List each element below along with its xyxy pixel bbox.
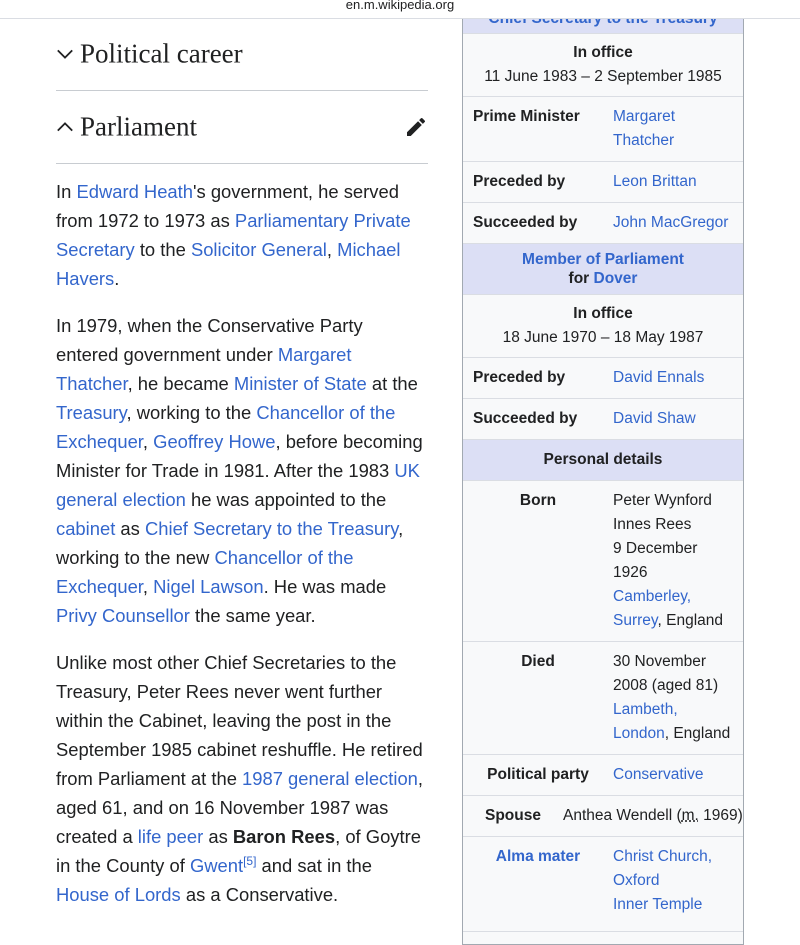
link-david-ennals[interactable]: David Ennals xyxy=(613,369,705,386)
text: 's government, he served from 1972 to 1973 as xyxy=(56,181,399,231)
label: Succeeded by xyxy=(473,214,578,231)
row-party xyxy=(463,754,743,795)
link-camberley[interactable]: Camberley, Surrey xyxy=(613,588,692,629)
text: Unlike most other Chief Secretaries to the Treasury, Peter Rees never went further within the Cabinet, leaving the post in the September 1985 cabinet reshuffle. He retired from Parliament at the xyxy=(56,652,423,789)
text: and sat in the xyxy=(256,855,372,876)
text: In 1979, when the Conservative Party entered government under xyxy=(56,315,363,365)
text: , xyxy=(326,239,338,260)
section-title: Political career xyxy=(80,38,243,69)
section-parliament[interactable] xyxy=(56,91,428,164)
text: . xyxy=(114,268,120,289)
row-cs-preceded xyxy=(463,161,743,202)
born-date: 9 December 1926 xyxy=(613,540,698,581)
value: 18 June 1970 – 18 May 1987 xyxy=(502,329,704,346)
link-cabinet[interactable]: cabinet xyxy=(56,518,116,539)
label: Preceded by xyxy=(473,173,566,190)
text: he was appointed to the xyxy=(185,489,387,510)
link-margaret-thatcher[interactable]: Margaret Thatcher xyxy=(56,344,352,394)
url-text: en.m.wikipedia.org xyxy=(345,0,455,12)
link-edward-heath[interactable]: Edward Heath xyxy=(76,181,193,202)
link-treasury[interactable]: Treasury xyxy=(56,402,127,423)
browser-url-bar[interactable] xyxy=(0,0,800,19)
text: as xyxy=(115,518,145,539)
paragraph-2 xyxy=(56,311,428,630)
text: as a Conservative. xyxy=(180,884,339,905)
link-leon-brittan[interactable]: Leon Brittan xyxy=(613,173,697,190)
label: In office xyxy=(573,305,633,322)
label: Born xyxy=(519,492,557,509)
married-abbr: m. xyxy=(681,807,699,824)
text: , before becoming Minister for Trade in 1981. After the 1983 xyxy=(56,431,423,481)
row-died xyxy=(463,641,743,754)
bold-title: Baron Rees xyxy=(232,826,336,847)
born-name: Peter Wynford Innes Rees xyxy=(613,492,712,533)
text: , working to the new xyxy=(56,518,404,568)
link-chancellor-2[interactable]: Chancellor of the Exchequer xyxy=(56,547,354,597)
value: 11 June 1983 – 2 September 1985 xyxy=(484,68,722,85)
row-prime-minister xyxy=(463,96,743,161)
row-alma-mater xyxy=(463,836,743,931)
link-lambeth[interactable]: Lambeth, London xyxy=(613,701,678,742)
link-privy-counsellor[interactable]: Privy Counsellor xyxy=(56,605,190,626)
link-conservative[interactable]: Conservative xyxy=(613,766,704,783)
row-cs-succeeded xyxy=(463,202,743,243)
link-gwent[interactable]: Gwent xyxy=(189,855,244,876)
reference-link[interactable]: [5] xyxy=(243,853,257,868)
link-michael-havers[interactable]: Michael Havers xyxy=(56,239,401,289)
link-1987-election[interactable]: 1987 general election xyxy=(242,768,418,789)
link-geoffrey-howe[interactable]: Geoffrey Howe xyxy=(153,431,276,452)
section-political-career[interactable] xyxy=(56,18,428,91)
link-dover[interactable]: Dover xyxy=(593,270,638,287)
text: , of Goytre in the County of xyxy=(56,826,421,876)
for-text: for xyxy=(568,270,590,287)
label: In office xyxy=(573,44,633,61)
link-pps[interactable]: Parliamentary Private Secretary xyxy=(56,210,411,260)
spouse-year: 1969) xyxy=(698,807,743,824)
label: Died xyxy=(521,653,555,670)
text: , xyxy=(142,431,154,452)
link-life-peer[interactable]: life peer xyxy=(137,826,204,847)
text: , working to the xyxy=(126,402,257,423)
link-minister-of-state[interactable]: Minister of State xyxy=(233,373,367,394)
link-thatcher[interactable]: Margaret Thatcher xyxy=(613,108,676,149)
text: , xyxy=(142,576,154,597)
text: the same year. xyxy=(189,605,316,626)
link-uk-general-election[interactable]: UK general election xyxy=(56,460,420,510)
text: . He was made xyxy=(263,576,387,597)
paragraph-3 xyxy=(56,648,428,909)
infobox xyxy=(462,0,744,945)
text: In xyxy=(56,181,77,202)
label: Succeeded by xyxy=(473,410,578,427)
text: , he became xyxy=(127,373,234,394)
pencil-edit-icon[interactable] xyxy=(404,115,428,139)
text: to the xyxy=(134,239,191,260)
link-nigel-lawson[interactable]: Nigel Lawson xyxy=(153,576,264,597)
text: , England xyxy=(664,725,731,742)
link-chief-secretary[interactable]: Chief Secretary to the Treasury xyxy=(144,518,399,539)
chevron-up-icon xyxy=(56,118,74,136)
paragraph-1 xyxy=(56,177,428,293)
label-link-alma-mater[interactable]: Alma mater xyxy=(495,848,581,865)
text: at the xyxy=(366,373,418,394)
spouse-name: Anthea Wendell ( xyxy=(563,807,682,824)
link-christ-church[interactable]: Christ Church, Oxford xyxy=(613,848,713,889)
label: Spouse xyxy=(485,807,541,824)
row-spouse xyxy=(463,795,743,836)
label: Prime Minister xyxy=(473,108,580,125)
chevron-down-icon xyxy=(56,45,74,63)
row-born xyxy=(463,480,743,641)
link-john-macgregor[interactable]: John MacGregor xyxy=(613,214,729,231)
link-mp[interactable]: Member of Parliament xyxy=(522,251,684,268)
infobox-header-mp xyxy=(463,243,743,294)
article-body xyxy=(56,18,428,909)
text: as xyxy=(203,826,233,847)
link-inner-temple[interactable]: Inner Temple xyxy=(613,896,703,913)
link-solicitor-general[interactable]: Solicitor General xyxy=(190,239,327,260)
text: , England xyxy=(657,612,724,629)
text: , aged 61, and on 16 November 1987 was created a xyxy=(56,768,424,847)
section-title: Parliament xyxy=(80,111,197,142)
infobox-footer xyxy=(463,931,743,944)
row-mp-preceded xyxy=(463,357,743,398)
label: Preceded by xyxy=(473,369,566,386)
link-house-of-lords[interactable]: House of Lords xyxy=(56,884,181,905)
infobox-header-personal: Personal details xyxy=(463,439,743,480)
link-david-shaw[interactable]: David Shaw xyxy=(613,410,696,427)
mp-in-office xyxy=(463,294,743,357)
row-mp-succeeded xyxy=(463,398,743,439)
cs-in-office xyxy=(463,33,743,96)
link-chancellor[interactable]: Chancellor of the Exchequer xyxy=(56,402,396,452)
label: Political party xyxy=(487,766,589,783)
died-date: 30 November 2008 (aged 81) xyxy=(613,653,719,694)
